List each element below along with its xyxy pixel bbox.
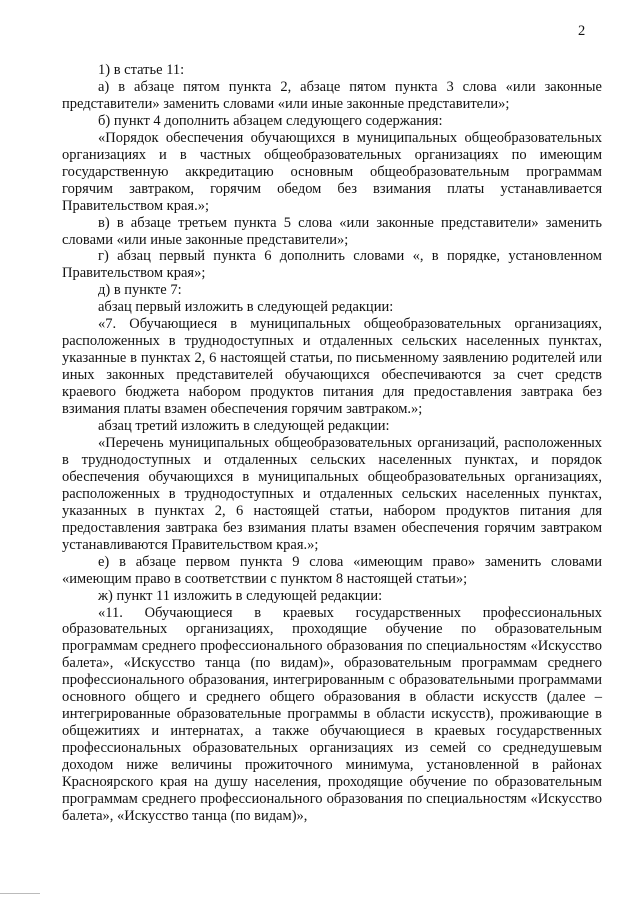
scan-edge-mark (0, 893, 40, 894)
paragraph: абзац первый изложить в следующей редакции: (98, 299, 394, 316)
paragraph: г) абзац первый пункта 6 дополнить словами «, в порядке, установленном Правительством края»; (62, 248, 602, 282)
paragraph: «Перечень муниципальных общеобразовательных организаций, расположенных в труднодоступных и отдаленных сельских населенных пунктах, и порядок обеспечения обучающихся в муниципальных общеобразовательных организациях, расположенных в труднодоступных и отдаленных сельских населенных пунктах, указанных в пунктах 2, 6 настоящей статьи, набором продуктов питания для предоставления завтрака без взимания платы взамен обеспечения горячим завтраком устанавливаются Правительством края.»; (62, 434, 602, 553)
paragraph: б) пункт 4 дополнить абзацем следующего содержания: (98, 112, 443, 129)
document-body (62, 62, 602, 825)
paragraph: в) в абзаце третьем пункта 5 слова «или законные представители» заменить словами «или иные законные представители»; (62, 214, 602, 248)
paragraph: абзац третий изложить в следующей редакции: (98, 418, 390, 435)
paragraph: «11. Обучающиеся в краевых государственных профессиональных образовательных организациях, проходящие обучение по образовательным программам среднего профессионального образования по специальностям «Искусство балета», «Искусство танца (по видам)», образовательным программам среднего профессионального образования, интегрированным с образовательными программами основного общего и среднего общего образования в области искусств (далее – интегрированные образовательные программы в области искусств), проживающие в общежитиях и интернатах, а также обучающиеся в краевых государственных профессиональных образовательных организациях из семей со среднедушевым доходом ниже величины прожиточного минимума, установленной в районах Красноярского края на душу населения, проходящие обучение по образовательным программам среднего профессионального образования по специальностям «Искусство балета», «Искусство танца (по видам)», (62, 604, 602, 824)
paragraph: д) в пункте 7: (98, 282, 182, 299)
paragraph: а) в абзаце пятом пункта 2, абзаце пятом пункта 3 слова «или законные представители» заменить словами «или иные законные представители»; (62, 78, 602, 112)
page-number: 2 (578, 23, 586, 39)
paragraph: 1) в статье 11: (98, 62, 185, 78)
paragraph: «Порядок обеспечения обучающихся в муниципальных общеобразовательных организациях и в частных общеобразовательных организациях по имеющим государственную аккредитацию основным общеобразовательным программам горячим завтраком, горячим обедом без взимания платы устанавливается Правительством края.»; (62, 129, 602, 214)
paragraph: е) в абзаце первом пункта 9 слова «имеющим право» заменить словами «имеющим право в соответствии с пунктом 8 настоящей статьи»; (62, 553, 602, 587)
paragraph: «7. Обучающиеся в муниципальных общеобразовательных организациях, расположенных в труднодоступных и отдаленных сельских населенных пунктах, указанные в пунктах 2, 6 настоящей статьи, по письменному заявлению родителей или иных законных представителей обучающихся обеспечиваются за счет средств краевого бюджета набором продуктов питания для предоставления завтрака без взимания платы взамен обеспечения горячим завтраком.»; (62, 316, 602, 418)
paragraph: ж) пункт 11 изложить в следующей редакции: (98, 587, 383, 604)
